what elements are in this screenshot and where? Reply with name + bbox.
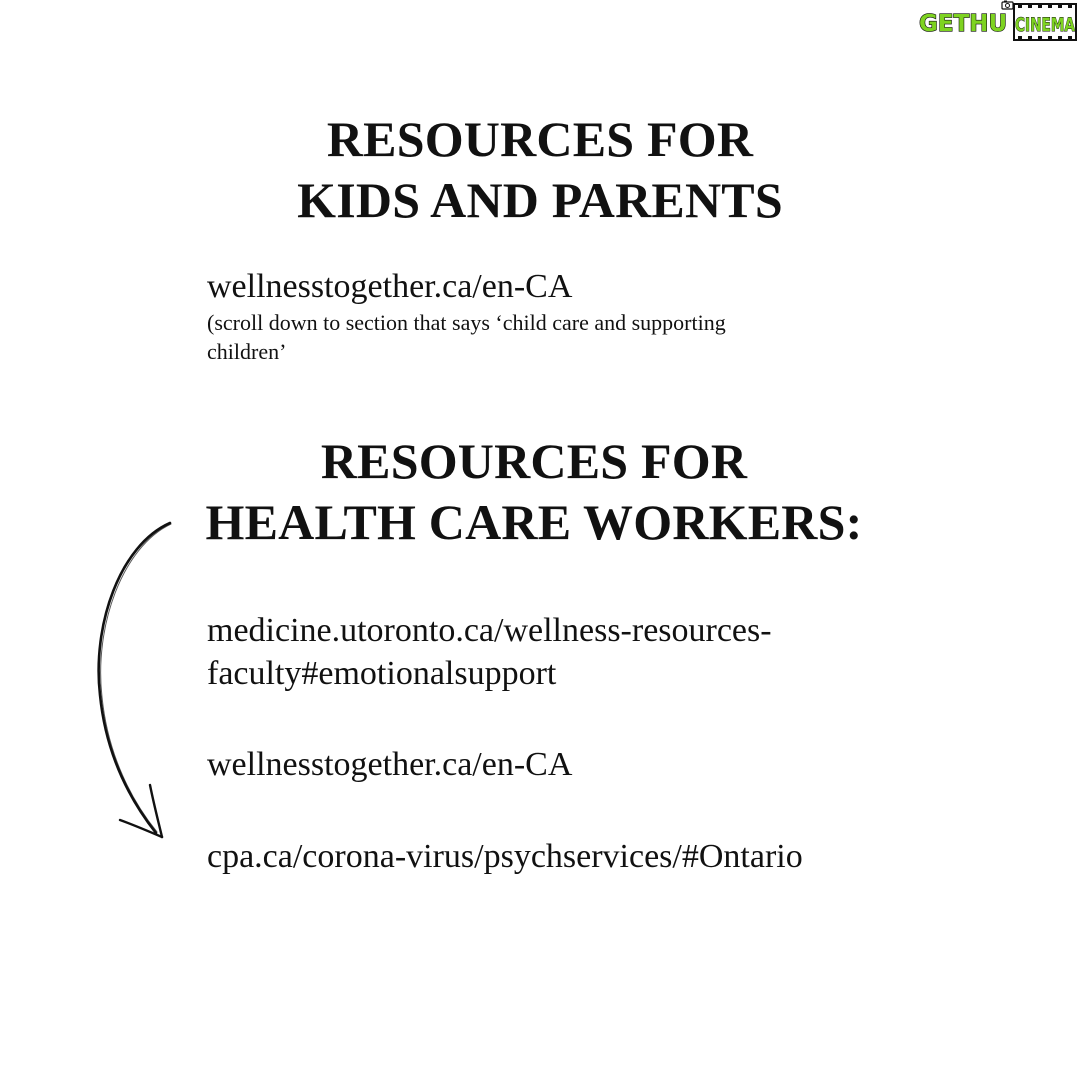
- heading-health-line2: HEALTH CARE WORKERS:: [205, 494, 863, 550]
- logo-text-gethu: GETHU: [919, 11, 1008, 37]
- logo-text-cinema: CINEMA: [1015, 14, 1076, 36]
- curved-arrow-icon: [90, 515, 180, 845]
- heading-kids-line1: RESOURCES FOR: [326, 111, 754, 167]
- camera-icon: [1002, 1, 1013, 10]
- link-wellnesstogether-health[interactable]: wellnesstogether.ca/en-CA: [207, 746, 573, 783]
- link-cpa-psychservices[interactable]: cpa.ca/corona-virus/psychservices/#Ontario: [207, 838, 803, 875]
- heading-kids-line2: KIDS AND PARENTS: [297, 172, 783, 228]
- heading-kids-and-parents: [0, 109, 1080, 231]
- scroll-note: (scroll down to section that says ‘child care and supporting children’: [207, 310, 726, 364]
- heading-health-line1: RESOURCES FOR: [320, 433, 748, 489]
- link-utoronto-wellness-line2[interactable]: faculty#emotionalsupport: [207, 655, 557, 692]
- link-wellnesstogether-kids[interactable]: wellnesstogether.ca/en-CA: [207, 268, 573, 305]
- link-utoronto-wellness-line1[interactable]: medicine.utoronto.ca/wellness-resources-: [207, 612, 772, 649]
- gethucinema-logo: [918, 0, 1080, 42]
